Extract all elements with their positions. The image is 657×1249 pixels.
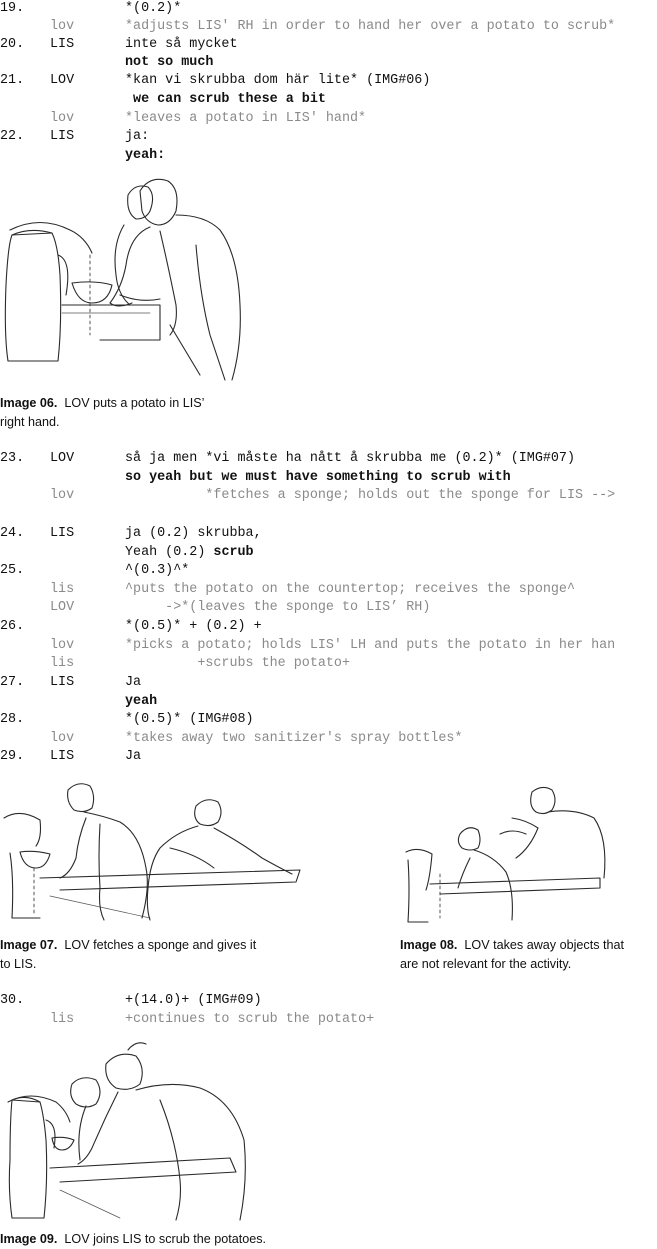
line-speaker: LOV	[50, 600, 75, 615]
line-speaker: lis	[50, 582, 75, 597]
line-text-main: ^puts the potato on the countertop; receives the sponge^	[125, 582, 575, 597]
line-speaker: lov	[50, 488, 75, 503]
caption-image-06	[0, 394, 260, 432]
line-text-main: inte så mycket	[125, 37, 238, 52]
line-number: 20.	[0, 37, 25, 52]
line-speaker: lis	[50, 1012, 75, 1027]
line-text-main: so yeah but we must have something to scrub with	[125, 470, 511, 485]
caption-image-07-line1: LOV fetches a sponge and gives it	[64, 938, 257, 952]
line-text	[125, 110, 366, 128]
line-text-main: *fetches a sponge; holds out the sponge for LIS -->	[125, 488, 616, 503]
line-text	[125, 72, 430, 90]
line-text	[125, 36, 238, 54]
line-text-main: Ja	[125, 675, 142, 690]
caption-image-07-label: Image 07.	[0, 938, 58, 952]
caption-image-08-line1: LOV takes away objects that	[464, 938, 625, 952]
line-text-main: yeah:	[125, 148, 166, 163]
transcript-line	[0, 487, 657, 505]
transcript-line	[0, 748, 657, 766]
line-speaker: LIS	[50, 37, 75, 52]
transcript-line	[0, 54, 657, 72]
caption-image-09-label: Image 09.	[0, 1232, 58, 1246]
illustration-image-06	[0, 175, 250, 387]
line-text	[125, 1011, 374, 1029]
line-speaker: LIS	[50, 526, 75, 541]
line-text-main: *takes away two sanitizer's spray bottles*	[125, 731, 463, 746]
transcript-line	[0, 730, 657, 748]
line-number: 22.	[0, 129, 25, 144]
transcript-line	[0, 1011, 657, 1029]
line-text-main: Ja	[125, 749, 142, 764]
transcript-line	[0, 581, 657, 599]
line-text-main: we can scrub these a bit	[125, 92, 326, 107]
transcript-line	[0, 450, 657, 468]
caption-image-06-label: Image 06.	[0, 396, 58, 410]
transcript-line	[0, 128, 657, 146]
illustration-image-07	[0, 778, 305, 928]
line-text	[125, 637, 615, 655]
line-text	[125, 487, 615, 505]
transcript-line	[0, 562, 657, 580]
line-text	[125, 693, 157, 711]
caption-image-09-line1: LOV joins LIS to scrub the potatoes.	[64, 1232, 267, 1246]
transcript-line	[0, 110, 657, 128]
caption-image-08	[400, 936, 657, 974]
line-number: 28.	[0, 712, 25, 727]
line-text	[125, 91, 326, 109]
line-text-main: *adjusts LIS' RH in order to hand her over a potato to scrub*	[125, 19, 616, 34]
transcript-line	[0, 674, 657, 692]
illustration-image-09	[0, 1040, 250, 1225]
line-speaker: LIS	[50, 129, 75, 144]
line-text	[125, 992, 262, 1010]
line-number: 27.	[0, 675, 25, 690]
line-speaker: lov	[50, 731, 75, 746]
line-number: 23.	[0, 451, 25, 466]
transcript-line	[0, 711, 657, 729]
line-text-main: ->*(leaves the sponge to LIS’ RH)	[125, 600, 431, 615]
line-text-main: Yeah (0.2)	[125, 545, 214, 560]
line-number: 26.	[0, 619, 25, 634]
line-text	[125, 450, 575, 468]
line-text	[125, 581, 575, 599]
line-text	[125, 655, 350, 673]
line-text-main: +continues to scrub the potato+	[125, 1012, 375, 1027]
transcript-line	[0, 599, 657, 617]
line-text-main: *kan vi skrubba dom här lite* (IMG#06)	[125, 73, 431, 88]
line-text-main: ja:	[125, 129, 150, 144]
transcript-line	[0, 655, 657, 673]
line-text	[125, 147, 165, 165]
transcript-line	[0, 147, 657, 165]
line-number: 24.	[0, 526, 25, 541]
transcript-line	[0, 18, 657, 36]
caption-image-08-line2: are not relevant for the activity.	[400, 957, 572, 971]
transcript-line	[0, 544, 657, 562]
caption-image-09	[0, 1230, 400, 1249]
line-text	[125, 128, 149, 146]
line-text-main: *picks a potato; holds LIS' LH and puts the potato in her han	[125, 638, 616, 653]
line-speaker: lov	[50, 19, 75, 34]
line-text-main: *(0.5)* + (0.2) +	[125, 619, 262, 634]
transcript-line	[0, 618, 657, 636]
line-speaker: LIS	[50, 749, 75, 764]
line-text	[125, 618, 262, 636]
transcript-line	[0, 992, 657, 1010]
line-text	[125, 18, 615, 36]
line-text	[125, 469, 511, 487]
line-speaker: LOV	[50, 73, 75, 88]
line-speaker: LOV	[50, 451, 75, 466]
caption-image-07-line2: to LIS.	[0, 957, 37, 971]
line-speaker: lov	[50, 638, 75, 653]
line-number: 29.	[0, 749, 25, 764]
transcript-line	[0, 36, 657, 54]
transcript-line	[0, 693, 657, 711]
line-text	[125, 544, 254, 562]
line-number: 19.	[0, 1, 25, 16]
line-text-main: så ja men *vi måste ha nått å skrubba me (0.2)* (IMG#07)	[125, 451, 575, 466]
line-text	[125, 525, 262, 543]
line-text	[125, 711, 254, 729]
line-text-main: not so much	[125, 55, 214, 70]
line-text-main: +scrubs the potato+	[125, 656, 350, 671]
transcript-line	[0, 72, 657, 90]
transcript-line	[0, 469, 657, 487]
line-number: 30.	[0, 993, 25, 1008]
line-text	[125, 674, 141, 692]
line-text	[125, 730, 463, 748]
transcript-line	[0, 525, 657, 543]
line-text	[125, 748, 141, 766]
line-text-main: +(14.0)+ (IMG#09)	[125, 993, 262, 1008]
caption-image-07	[0, 936, 300, 974]
line-number: 21.	[0, 73, 25, 88]
line-speaker: lov	[50, 111, 75, 126]
line-text-main: ^(0.3)^*	[125, 563, 190, 578]
line-text	[125, 54, 213, 72]
caption-image-06-line1: LOV puts a potato in LIS’	[64, 396, 205, 410]
transcript-line	[0, 91, 657, 109]
line-text	[125, 562, 189, 580]
caption-image-08-label: Image 08.	[400, 938, 458, 952]
line-number: 25.	[0, 563, 25, 578]
line-text-main: *leaves a potato in LIS' hand*	[125, 111, 367, 126]
transcript-line	[0, 637, 657, 655]
illustration-image-08	[400, 778, 610, 928]
line-text	[125, 0, 181, 18]
transcript-line	[0, 0, 657, 18]
caption-image-06-line2: right hand.	[0, 415, 60, 429]
line-text-main: yeah	[125, 694, 158, 709]
line-text	[125, 599, 430, 617]
line-text-main: *(0.5)* (IMG#08)	[125, 712, 254, 727]
line-speaker: lis	[50, 656, 75, 671]
line-text-main: ja (0.2) skrubba,	[125, 526, 262, 541]
line-text-bold: scrub	[213, 545, 254, 560]
line-text-main: *(0.2)*	[125, 1, 182, 16]
line-speaker: LIS	[50, 675, 75, 690]
